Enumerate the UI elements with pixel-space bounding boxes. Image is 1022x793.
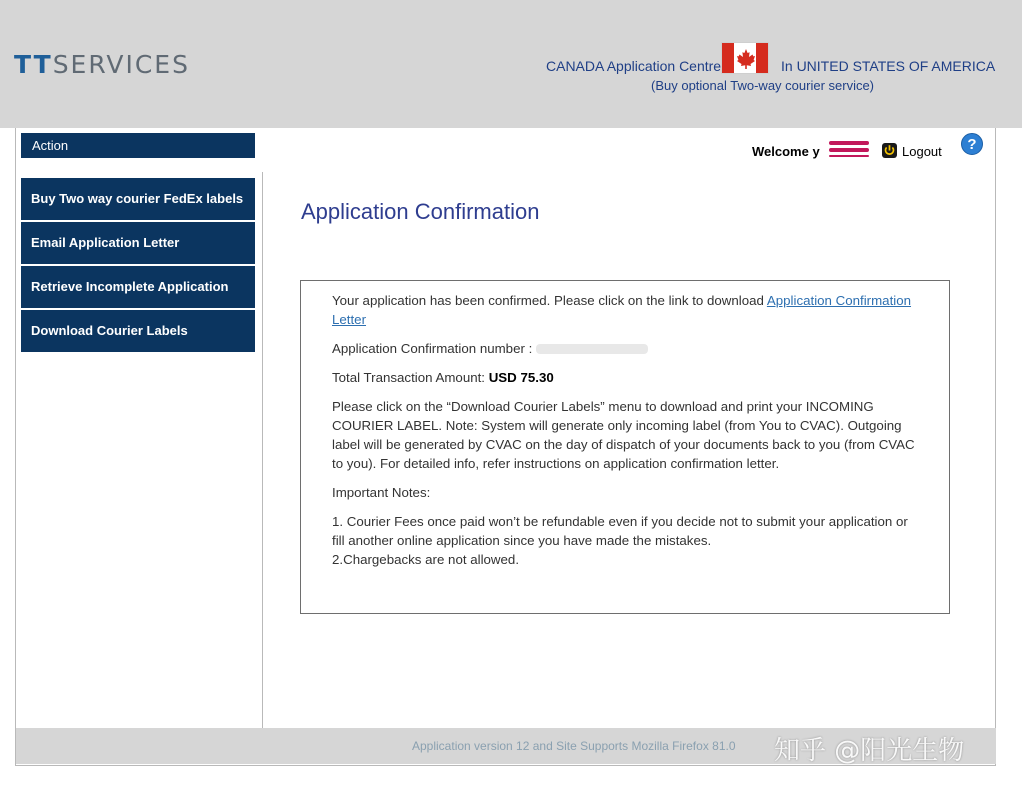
help-icon[interactable]: ? [961, 133, 983, 155]
important-notes-title: Important Notes: [332, 485, 431, 500]
footer-version-text: Application version 12 and Site Supports Mozilla Firefox 81.0 [412, 739, 736, 753]
confirmation-box [300, 280, 950, 614]
welcome-text: Welcome y [752, 144, 820, 159]
canada-flag-icon [721, 42, 769, 74]
sidebar-item-buy-courier-labels[interactable]: Buy Two way courier FedEx labels [21, 178, 255, 220]
redacted-confirmation-number [536, 344, 648, 354]
logo-services: SERVICES [52, 50, 190, 79]
header-subline: (Buy optional Two-way courier service) [651, 78, 875, 93]
power-icon[interactable] [882, 143, 897, 158]
transaction-amount: Total Transaction Amount: USD 75.30 [332, 370, 554, 385]
note-2: 2.Chargebacks are not allowed. [332, 552, 520, 567]
sidebar-item-download-courier-labels[interactable]: Download Courier Labels [21, 310, 255, 352]
zhihu-watermark: 知乎 @阳光生物 [774, 736, 965, 766]
sidebar-divider [262, 172, 263, 728]
logo-tt: TT [14, 50, 53, 79]
confirmation-message: Your application has been confirmed. Please click on the link to download Application Confirmation Letter [332, 293, 912, 327]
tt-services-logo [14, 50, 190, 79]
page-title: Application Confirmation [301, 199, 540, 224]
centre-label: CANADA Application Centre [546, 58, 722, 74]
logout-link[interactable]: Logout [902, 144, 942, 159]
note-1: 1. Courier Fees once paid won’t be refundable even if you decide not to submit your application or fill another online application since you have made the mistakes. [332, 514, 908, 548]
country-label: In UNITED STATES OF AMERICA [781, 58, 996, 74]
sidebar-item-email-application-letter[interactable]: Email Application Letter [21, 222, 255, 264]
confirmation-number: Application Confirmation number : [332, 339, 919, 358]
redacted-username [829, 141, 869, 161]
sidebar-action-header: Action [21, 133, 255, 158]
sidebar-item-retrieve-incomplete-application[interactable]: Retrieve Incomplete Application [21, 266, 255, 308]
application-confirmation-letter-link[interactable]: Application Confirmation Letter [332, 293, 912, 327]
amount-value: USD 75.30 [488, 370, 554, 385]
courier-label-instructions: Please click on the “Download Courier Labels” menu to download and print your INCOMING COURIER LABEL. Note: System will generate only incoming label (from You to CVAC). Outgoing label will be generated by CVAC on the day of dispatch of your documents back to you (from CVAC to you). For detailed info, refer instructions on application confirmation letter. [332, 399, 915, 471]
